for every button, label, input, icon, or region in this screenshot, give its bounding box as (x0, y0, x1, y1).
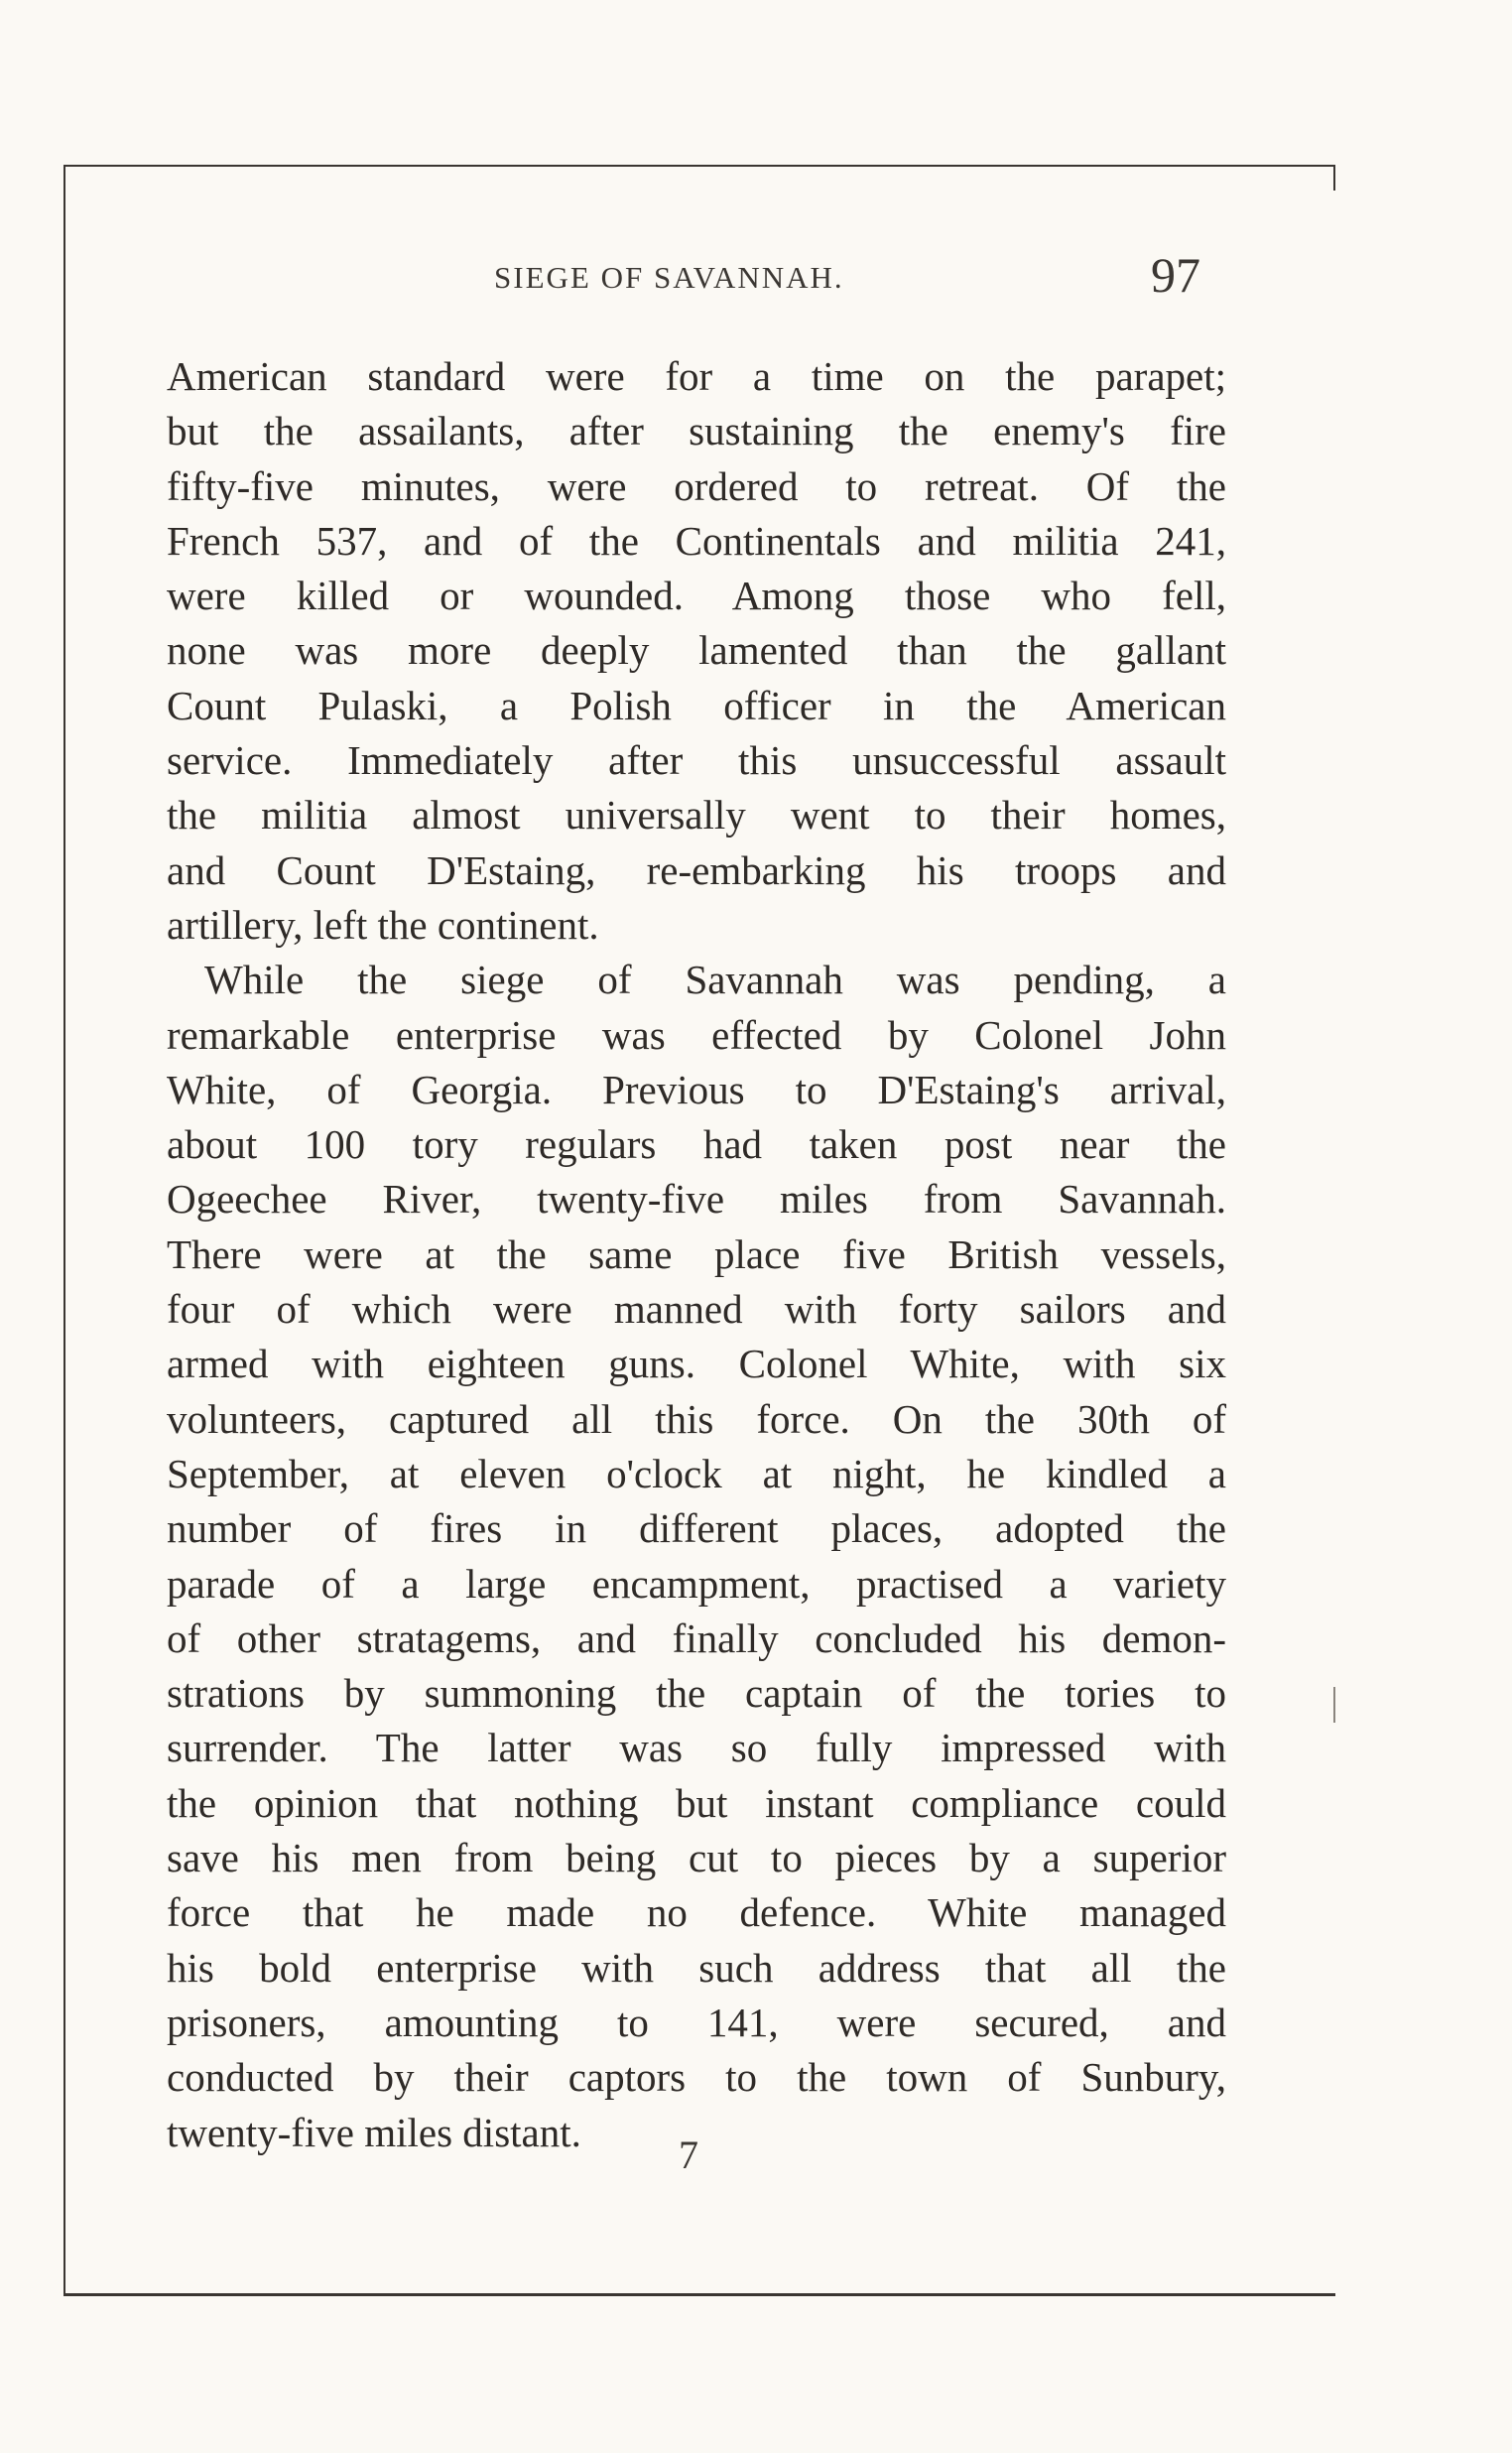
page-number: 97 (1151, 247, 1200, 303)
text-line: of other stratagems, and finally concluded his demon- (167, 1614, 1226, 1661)
text-line: fifty-five minutes, were ordered to retreat. Of the (167, 462, 1226, 509)
text-line: the militia almost universally went to their homes, (167, 792, 1226, 839)
text-line: but the assailants, after sustaining the enemy's fire (167, 408, 1226, 454)
text-line: number of fires in different places, adopted the (167, 1505, 1226, 1552)
text-line: force that he made no defence. White managed (167, 1889, 1226, 1936)
text-line: volunteers, captured all this force. On the 30th of (167, 1395, 1226, 1442)
text-line: save his men from being cut to pieces by a superior (167, 1835, 1226, 1881)
text-line: about 100 tory regulars had taken post near the (167, 1121, 1226, 1168)
text-line: strations by summoning the captain of the tories to (167, 1670, 1226, 1717)
text-line: prisoners, amounting to 141, were secured, and (167, 1999, 1226, 2045)
text-line: parade of a large encampment, practised a variety (167, 1560, 1226, 1607)
text-line: American standard were for a time on the parapet; (167, 353, 1226, 399)
text-line: the opinion that nothing but instant compliance could (167, 1779, 1226, 1826)
text-line: remarkable enterprise was effected by Colonel John (167, 1011, 1226, 1058)
text-line: September, at eleven o'clock at night, he kindled a (167, 1450, 1226, 1496)
text-line: service. Immediately after this unsuccessful assault (167, 737, 1226, 784)
frame-top-right-tick (1333, 165, 1335, 191)
signature-mark: 7 (679, 2132, 698, 2177)
text-line: artillery, left the continent. (167, 901, 599, 948)
text-line: conducted by their captors to the town of Sunbury, (167, 2054, 1226, 2101)
text-line: While the siege of Savannah was pending, a (204, 957, 1226, 1003)
text-line: armed with eighteen guns. Colonel White, with six (167, 1341, 1226, 1387)
body-text (167, 349, 1226, 2160)
text-line: twenty-five miles distant. (167, 2109, 581, 2155)
text-line: his bold enterprise with such address that all the (167, 1944, 1226, 1991)
text-line: surrender. The latter was so fully impressed with (167, 1725, 1226, 1771)
text-line: none was more deeply lamented than the gallant (167, 627, 1226, 674)
text-line: There were at the same place five British vessels, (167, 1230, 1226, 1277)
text-line: Count Pulaski, a Polish officer in the American (167, 682, 1226, 728)
text-line: and Count D'Estaing, re-embarking his troops and (167, 846, 1226, 893)
text-line: French 537, and of the Continentals and militia 241, (167, 517, 1226, 564)
running-title: SIEGE OF SAVANNAH. (494, 260, 844, 295)
text-line: Ogeechee River, twenty-five miles from Savannah. (167, 1176, 1226, 1223)
frame-right-mark (1333, 1687, 1335, 1723)
text-line: four of which were manned with forty sailors and (167, 1286, 1226, 1333)
text-line: were killed or wounded. Among those who fell, (167, 573, 1226, 619)
text-line: White, of Georgia. Previous to D'Estaing's arrival, (167, 1066, 1226, 1112)
